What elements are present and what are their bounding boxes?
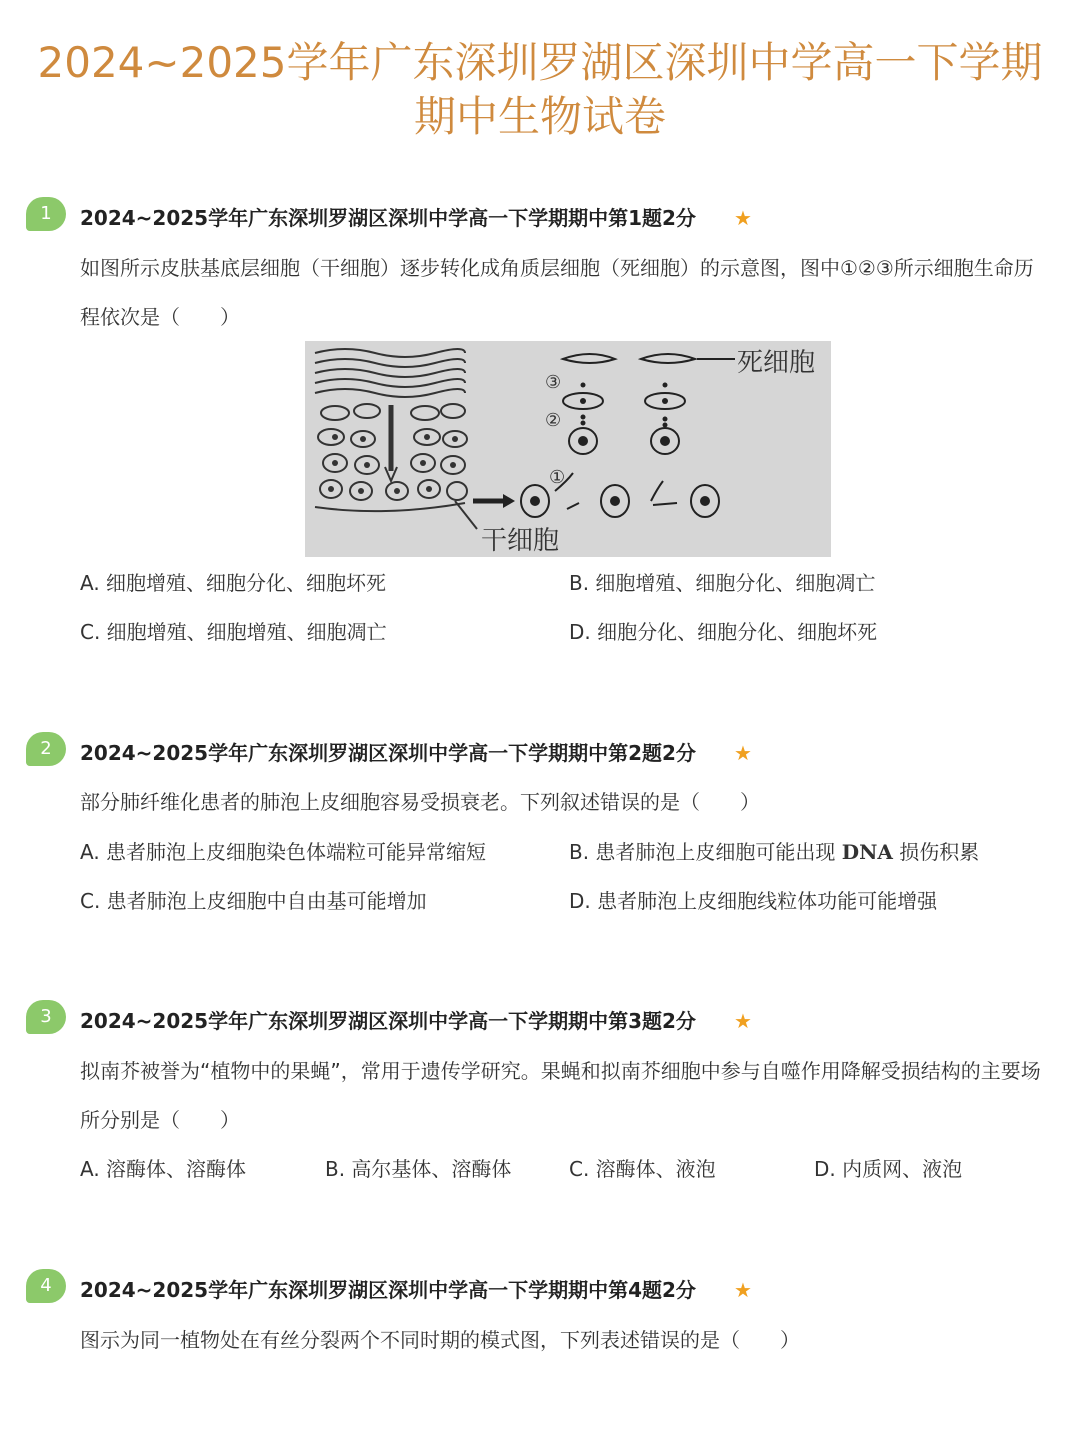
question-header[interactable]: 2024~2025学年广东深圳罗湖区深圳中学高一下学期期中第3题2分 (80, 1009, 696, 1033)
question-stem: 部分肺纤维化患者的肺泡上皮细胞容易受损衰老。下列叙述错误的是（ ） (80, 790, 760, 814)
question-stem: 如图所示皮肤基底层细胞（干细胞）逐步转化成角质层细胞（死细胞）的示意图，图中①②③所示细胞生命历程依次是（ ） (80, 256, 1034, 329)
option-b[interactable] (569, 837, 979, 867)
dead-cell-label: 死细胞 (737, 348, 816, 378)
question-stem: 拟南芥被誉为“植物中的果蝇”，常用于遗传学研究。果蝇和拟南芥细胞中参与自噬作用降解受损结构的主要场所分别是（ ） (80, 1059, 1041, 1132)
option-a[interactable]: A. 患者肺泡上皮细胞染色体端粒可能异常缩短 (80, 840, 487, 864)
option-b[interactable]: B. 高尔基体、溶酶体 (325, 1157, 512, 1181)
question-number-badge: 4 (26, 1269, 66, 1303)
question-number-badge: 3 (26, 1000, 66, 1034)
option-c[interactable]: C. 细胞增殖、细胞增殖、细胞凋亡 (80, 620, 387, 644)
star-icon[interactable]: ★ (734, 1278, 752, 1302)
question-stem: 图示为同一植物处在有丝分裂两个不同时期的模式图，下列表述错误的是（ ） (80, 1328, 800, 1352)
marker-1: ① (549, 467, 566, 488)
option-b-prefix: B. 患者肺泡上皮细胞可能出现 (569, 840, 842, 864)
question-header[interactable]: 2024~2025学年广东深圳罗湖区深圳中学高一下学期期中第1题2分 (80, 206, 696, 230)
page-title: 2024~2025学年广东深圳罗湖区深圳中学高一下学期期中生物试卷 (37, 38, 1043, 141)
question-number-badge: 2 (26, 732, 66, 766)
stem-cell-label: 干细胞 (481, 526, 560, 556)
option-b-dna: DNA (841, 840, 893, 864)
option-d[interactable]: D. 细胞分化、细胞分化、细胞坏死 (569, 620, 878, 644)
option-a[interactable]: A. 细胞增殖、细胞分化、细胞坏死 (80, 571, 387, 595)
marker-2: ② (545, 410, 562, 431)
question-header[interactable]: 2024~2025学年广东深圳罗湖区深圳中学高一下学期期中第4题2分 (80, 1278, 696, 1302)
option-b[interactable]: B. 细胞增殖、细胞分化、细胞凋亡 (569, 571, 876, 595)
option-c[interactable]: C. 患者肺泡上皮细胞中自由基可能增加 (80, 889, 427, 913)
star-icon[interactable]: ★ (734, 206, 752, 230)
star-icon[interactable]: ★ (734, 741, 752, 765)
question-figure (305, 341, 831, 557)
star-icon[interactable]: ★ (734, 1009, 752, 1033)
option-d[interactable]: D. 患者肺泡上皮细胞线粒体功能可能增强 (569, 889, 938, 913)
option-d[interactable]: D. 内质网、液泡 (814, 1157, 963, 1181)
marker-3: ③ (545, 372, 562, 393)
question-header[interactable]: 2024~2025学年广东深圳罗湖区深圳中学高一下学期期中第2题2分 (80, 741, 696, 765)
question-number-badge: 1 (26, 197, 66, 231)
option-c[interactable]: C. 溶酶体、液泡 (569, 1157, 716, 1181)
option-b-suffix: 损伤积累 (892, 840, 980, 864)
option-a[interactable]: A. 溶酶体、溶酶体 (80, 1157, 247, 1181)
